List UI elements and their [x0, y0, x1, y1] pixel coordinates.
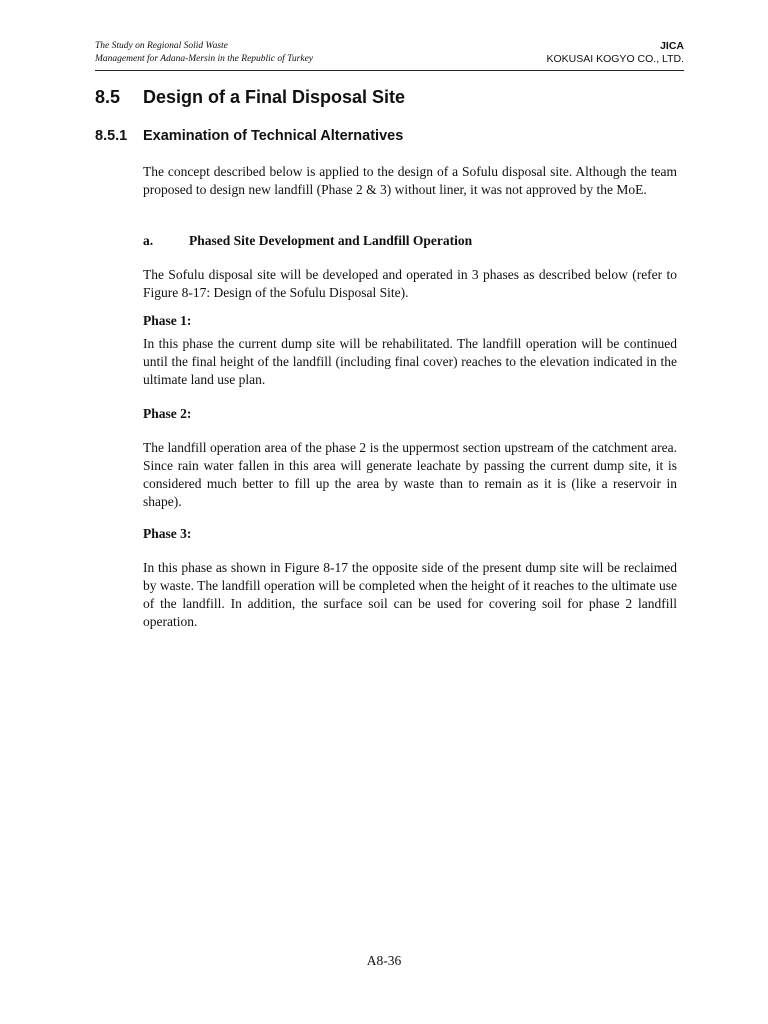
phase-1-heading: Phase 1:	[143, 313, 192, 328]
subsection-heading	[95, 127, 403, 145]
subheading-a-title: Phased Site Development and Landfill Operation	[189, 233, 473, 248]
subsection-number: 8.5.1	[95, 128, 128, 144]
subsection-title: Examination of Technical Alternatives	[143, 128, 404, 144]
header-organization	[547, 40, 685, 66]
header-org-jica: JICA	[660, 40, 684, 52]
subheading-a-letter: a.	[143, 233, 154, 248]
section-title: Design of a Final Disposal Site	[143, 87, 406, 107]
intro-paragraph: The concept described below is applied to the design of a Sofulu disposal site. Although the team proposed to design new landfill (Phase 2 & 3) without liner, it was not approved by the MoE.	[143, 164, 677, 197]
page-number: A8-36	[366, 953, 402, 968]
section-number: 8.5	[95, 87, 121, 107]
subheading-a	[143, 232, 472, 250]
phase-3-paragraph: In this phase as shown in Figure 8-17 the opposite side of the present dump site will be reclaimed by waste. The landfill operation will be completed when the height of it reaches to the ultimate use of the landfill. In addition, the surface soil can be used for covering soil for phase 2 landfill operation.	[143, 560, 677, 629]
phase-3-heading: Phase 3:	[143, 526, 192, 541]
header-org-company: KOKUSAI KOGYO CO., LTD.	[546, 53, 684, 65]
phase-1-paragraph: In this phase the current dump site will be rehabilitated. The landfill operation will be continued until the final height of the landfill (including final cover) reaches to the elevation indicated in the ultimate land use plan.	[143, 336, 677, 387]
header-study-title	[95, 40, 313, 66]
phase-2-paragraph: The landfill operation area of the phase 2 is the uppermost section upstream of the catchment area. Since rain water fallen in this area will generate leachate by passing the current dump site, it is considered much better to fill up the area by waste than to remain as it is (like a reservoir in shape).	[143, 440, 677, 509]
section-heading	[95, 86, 405, 108]
phase-2-heading: Phase 2:	[143, 406, 192, 421]
page-header	[95, 40, 684, 71]
header-study-line-1: The Study on Regional Solid Waste	[95, 41, 228, 51]
header-study-line-2: Management for Adana-Mersin in the Republic of Turkey	[95, 54, 314, 64]
phases-intro-paragraph: The Sofulu disposal site will be developed and operated in 3 phases as described below (refer to Figure 8-17: Design of the Sofulu Disposal Site).	[143, 267, 677, 300]
